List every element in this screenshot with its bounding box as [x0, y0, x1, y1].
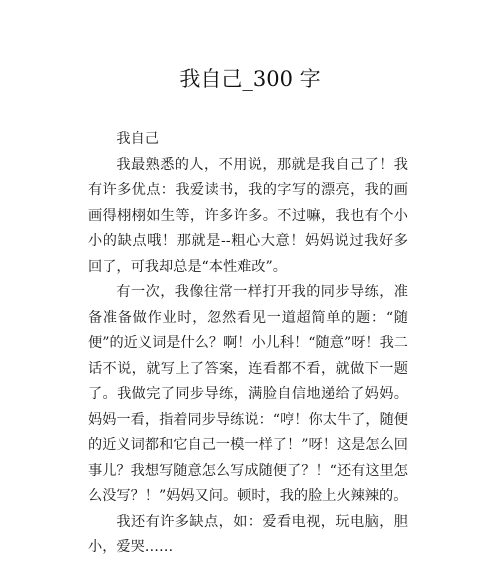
document-title: 我自己_300 字: [179, 67, 321, 91]
paragraph-1: 我最熟悉的人，不用说，那就是我自己了！我有许多优点：我爱读书，我的字写的漂亮，我的画画得栩栩如生等，许多许多。不过嘛，我也有个小小的缺点哦！那就是--粗心大意！妈妈说过我好多回了，可我却总是“本性难改”。: [88, 156, 408, 275]
paragraph-2: 有一次，我像往常一样打开我的同步导练，准备准备做作业时，忽然看见一道超简单的题：“随便”的近义词是什么？啊！小儿科！“随意”呀！我二话不说，就写上了答案，连看都不看，就做下一题了。我做完了同步导练，满脸自信地递给了妈妈。妈妈一看，指着同步导练说：“哼！你太牛了，随便的近义词都和它自己一模一样了！”呀！这是怎么回事儿？我想写随意怎么写成随便了？！“还有这里怎么没写？！”妈妈又问。顿时，我的脸上火辣辣的。: [88, 284, 408, 504]
paragraph-heading: 我自己: [116, 131, 159, 147]
document-body: [88, 127, 408, 561]
paragraph-3: 我还有许多缺点，如：爱看电视，玩电脑，胆小，爱哭……: [88, 513, 408, 555]
